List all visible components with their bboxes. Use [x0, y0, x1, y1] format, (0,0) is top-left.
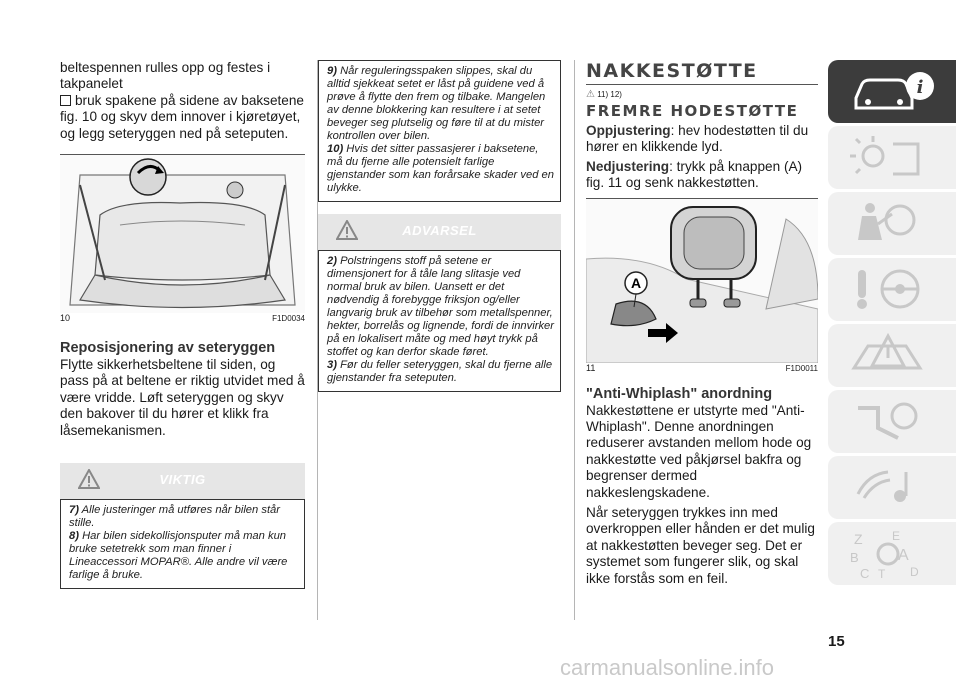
svg-text:C: C [860, 566, 870, 580]
adjust-down-label: Nedjustering [586, 158, 670, 174]
warning-road-icon [848, 332, 928, 378]
section-heading: Reposisjonering av seteryggen [60, 340, 276, 357]
note-10: 10) Hvis det sitter passasjerer i baksetene, må du fjerne alle potensielt farlige gjenstander som kan forårsake skader ved en ulykke. [327, 143, 554, 194]
bullet-text: bruk spakene på sidene av baksetene fig. 10 og skyv dem innover i kjøretøyet, og legg seteryggen ned på seteputen. [60, 92, 304, 141]
warning-banner-advarsel [318, 214, 561, 250]
adjust-down-text: Nedjustering: trykk på knappen (A) fig. 11 og senk nakkestøtten. [586, 158, 803, 191]
rear-seat-illustration [60, 155, 305, 313]
warning-box-advarsel [318, 250, 561, 392]
warning-refs: ⚠ 11) 12) [586, 89, 622, 100]
tab-maintenance[interactable] [828, 390, 956, 453]
svg-text:T: T [878, 567, 886, 580]
tab-car-info[interactable] [828, 60, 956, 123]
figure-10 [60, 154, 305, 325]
chapter-title: NAKKESTØTTE [586, 60, 758, 82]
checkbox-bullet-icon [60, 95, 71, 106]
warning-box-viktig [60, 499, 305, 589]
intro-text: beltespennen rulles opp og festes i takpanelet [60, 60, 271, 92]
watermark: carmanualsonline.info [560, 655, 775, 680]
notes-box-top [318, 60, 561, 202]
warning-title: ADVARSEL [402, 223, 477, 238]
lights-icon [848, 134, 928, 180]
svg-text:D: D [910, 565, 919, 579]
note-9: 9) Når reguleringsspaken slippes, skal du alltid sjekkeat setet er låst på guidene ved å prøve å flytte den frem og tilbake. Mangelen av denne blokkering kan resultere i at setet beveger seg plutselig og føre til at du mister kontrollen over bilen. [327, 65, 546, 142]
divider [574, 60, 575, 620]
note-2: 2) Polstringens stoff på setene er dimensjonert for å tåle lang slitasje ved normal bruk av bilen. Uansett er det nødvendig å forebygge friksjon og/eller langvarig bruk av tilbehør som metallspenner, hekter, borrelås og lignende, fordi de innvirker på en lokalisert måte og med høyt trykk på stoffet og kan derfor skade føret. [327, 255, 554, 358]
adjust-up-text: Oppjustering: hev hodestøtten til du hører en klikkende lyd. [586, 123, 809, 155]
svg-text:i: i [916, 77, 924, 98]
steering-icon [848, 266, 928, 312]
svg-text:Z: Z [854, 531, 863, 547]
tab-index[interactable] [828, 522, 956, 585]
maintenance-icon [848, 398, 928, 444]
section-subtitle: FREMRE HODESTØTTE [586, 102, 799, 120]
figure-number: 11 [586, 362, 596, 373]
note-3: 3) Før du feller seteryggen, skal du fjerne alle gjenstander fra seteputen. [327, 359, 553, 384]
figure-code: F1D0034 [272, 314, 305, 324]
figure-code: F1D0011 [785, 363, 818, 373]
chapter-sidebar [828, 60, 956, 588]
tab-airbag[interactable] [828, 192, 956, 255]
figure-number: 10 [60, 313, 71, 324]
car-info-icon [848, 68, 938, 114]
tab-lights[interactable] [828, 126, 956, 189]
bullet-item [60, 93, 305, 142]
warning-triangle-icon: ⚠ [586, 89, 595, 100]
adjust-up-label: Oppjustering [586, 123, 671, 138]
callout-label: A [630, 274, 642, 291]
tab-warning-road[interactable] [828, 324, 956, 387]
column-right [586, 60, 818, 587]
column-left [60, 60, 305, 589]
svg-text:A: A [898, 547, 909, 564]
note-7: 7) Alle justeringer må utføres når bilen står stille. [69, 504, 281, 530]
warning-title: VIKTIG [159, 472, 206, 488]
anti-whiplash-body-1: Nakkestøttene er utstyrte med "Anti-Whiplash". Denne anordningen reduserer avstanden mellom hode og nakkestøtte ved påkjørsel bakfra og begrenser dermed nakkeslengskadene. [586, 402, 812, 500]
headrest-illustration [586, 199, 818, 363]
section-heading: "Anti-Whiplash" anordning [586, 385, 773, 402]
svg-text:E: E [892, 530, 901, 543]
multimedia-icon [848, 464, 928, 510]
anti-whiplash-body-2: Når seteryggen trykkes inn med overkroppen eller hånden er det mulig at nakkestøtten beveger seg. Det er systemet som fungerer slik, og skal ikke forstås som en feil. [586, 505, 815, 586]
section-body: Flytte sikkerhetsbeltene til siden, og pass på at beltene er riktig utvidet med å være vridde. Løft seteryggen og skyv den bakover til du hører et klikk fra låsemekanismen. [60, 357, 305, 438]
page-number: 15 [828, 633, 845, 650]
tab-multimedia[interactable] [828, 456, 956, 519]
column-middle [318, 60, 561, 392]
warning-banner-viktig [60, 463, 305, 499]
figure-11 [586, 198, 818, 375]
svg-text:B: B [850, 550, 859, 565]
index-icon [848, 530, 938, 580]
tab-steering[interactable] [828, 258, 956, 321]
airbag-icon [848, 200, 928, 246]
note-8: 8) Har bilen sidekollisjonsputer må man kun bruke setetrekk som man finner i Lineaccessori MOPAR®. Alle andre vil være farlige å bruke. [69, 530, 288, 582]
